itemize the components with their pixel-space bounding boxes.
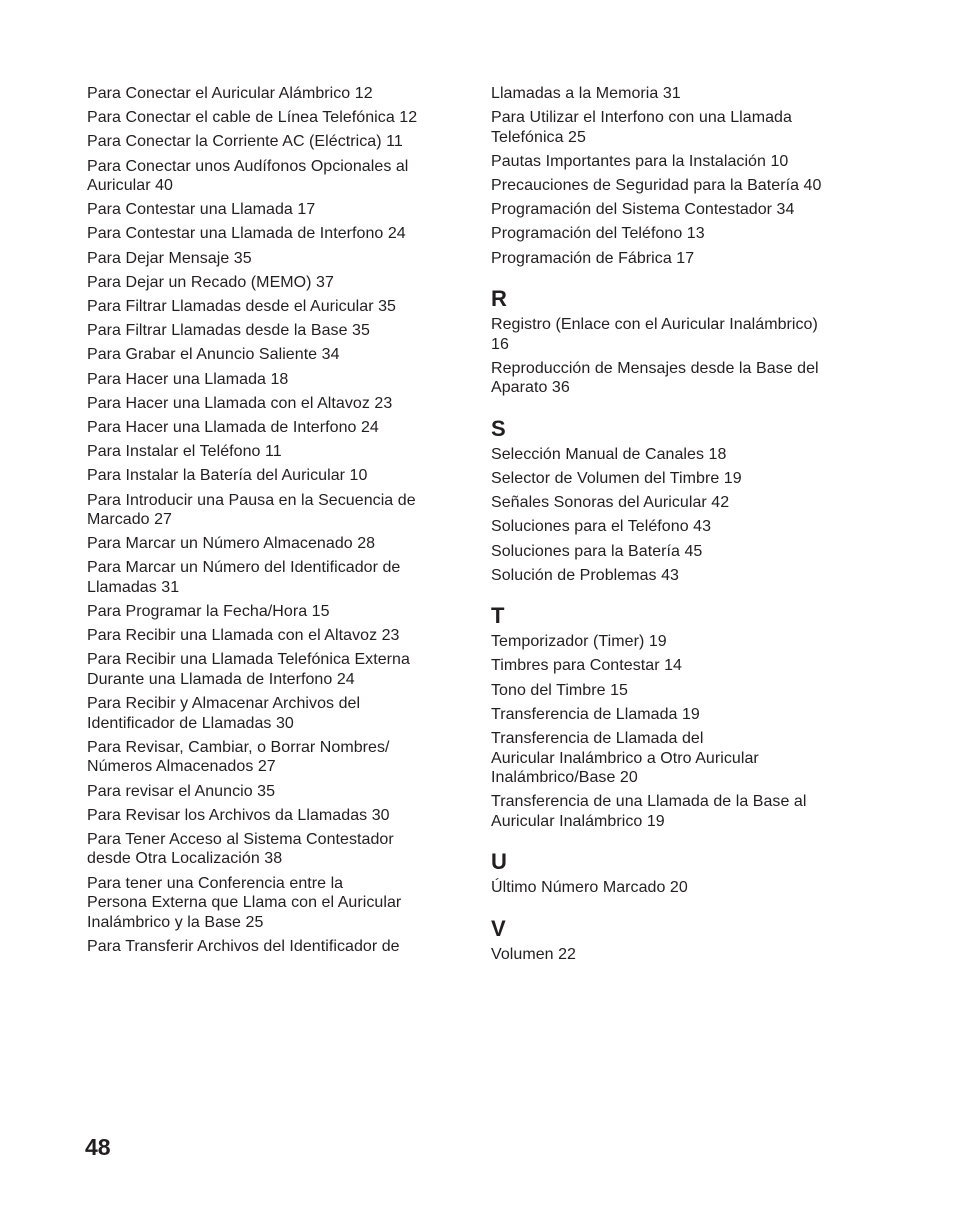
index-entry: Para Transferir Archivos del Identificador de — [87, 937, 400, 955]
index-entry: Para Hacer una Llamada con el Altavoz 23 — [87, 394, 393, 412]
index-entry: Para Grabar el Anuncio Saliente 34 — [87, 346, 340, 364]
index-entry: Pautas Importantes para la Instalación 10 — [491, 152, 789, 170]
index-entry: Para Contestar una Llamada 17 — [87, 201, 316, 219]
index-entry: Para Conectar unos Audífonos Opcionales al Auricular 40 — [87, 157, 409, 195]
section-letter-heading: T — [491, 603, 505, 629]
index-entry: Soluciones para la Batería 45 — [491, 542, 703, 560]
index-section — [491, 915, 891, 965]
index-entry: Programación del Teléfono 13 — [491, 225, 705, 243]
index-entry: Precauciones de Seguridad para la Batería 40 — [491, 177, 822, 195]
continued-entries — [491, 84, 891, 268]
index-entry: Para Filtrar Llamadas desde la Base 35 — [87, 322, 370, 340]
letter-sections — [491, 288, 891, 964]
index-entry: Programación del Sistema Contestador 34 — [491, 201, 795, 219]
index-entry: Para Instalar el Teléfono 11 — [87, 443, 282, 461]
page-number: 48 — [85, 1134, 111, 1160]
index-entry: Para tener una Conferencia entre la Persona Externa que Llama con el Auricular Inalámbrico y la Base 25 — [87, 874, 402, 931]
index-entry: Soluciones para el Teléfono 43 — [491, 518, 712, 536]
index-section — [491, 851, 891, 898]
index-entry: Para Filtrar Llamadas desde el Auricular 35 — [87, 298, 396, 315]
index-entry: Para Marcar un Número Almacenado 28 — [87, 535, 376, 553]
index-entry: Para Recibir una Llamada con el Altavoz 23 — [87, 627, 400, 645]
index-entry: Último Número Marcado 20 — [491, 879, 688, 897]
index-entry: Transferencia de Llamada 19 — [491, 705, 700, 723]
index-entry: Para Dejar un Recado (MEMO) 37 — [87, 273, 334, 291]
index-entry: Para Utilizar el Interfono con una Llamada Telefónica 25 — [491, 109, 792, 146]
index-entry: Llamadas a la Memoria 31 — [491, 85, 681, 102]
index-left-column — [87, 84, 467, 961]
index-entry: Temporizador (Timer) 19 — [491, 633, 667, 651]
index-section — [491, 288, 891, 398]
index-entry: Para Tener Acceso al Sistema Contestador desde Otra Localización 38 — [87, 830, 394, 868]
index-entry: Volumen 22 — [491, 945, 577, 963]
index-entry: Para Recibir y Almacenar Archivos del Identificador de Llamadas 30 — [87, 695, 361, 732]
index-entry: Programación de Fábrica 17 — [491, 249, 695, 267]
index-section — [491, 605, 891, 831]
index-entry: Transferencia de una Llamada de la Base al Auricular Inalámbrico 19 — [491, 793, 807, 830]
index-entry: Señales Sonoras del Auricular 42 — [491, 494, 730, 512]
index-right-column — [491, 84, 891, 969]
section-letter-heading: V — [491, 915, 506, 941]
index-entry: Para Introducir una Pausa en la Secuencia de Marcado 27 — [87, 491, 416, 528]
index-entry: Para Conectar la Corriente AC (Eléctrica) 11 — [87, 133, 403, 151]
index-entry: Para Revisar, Cambiar, o Borrar Nombres/ Números Almacenados 27 — [87, 738, 390, 776]
index-section — [491, 415, 891, 585]
index-entry: Transferencia de Llamada del Auricular Inalámbrico a Otro Auricular Inalámbrico/Base 20 — [491, 730, 759, 786]
section-letter-heading: R — [491, 286, 507, 312]
index-entry: Solución de Problemas 43 — [491, 566, 679, 584]
index-entry: Para Revisar los Archivos da Llamadas 30 — [87, 806, 390, 824]
index-entry: Selector de Volumen del Timbre 19 — [491, 470, 742, 487]
index-entry: Registro (Enlace con el Auricular Inalámbrico) 16 — [491, 316, 818, 353]
index-entry: Para Recibir una Llamada Telefónica Externa Durante una Llamada de Interfono 24 — [87, 651, 410, 688]
section-letter-heading: U — [491, 849, 507, 875]
index-entry: Reproducción de Mensajes desde la Base del Aparato 36 — [491, 359, 819, 397]
index-entry: Para revisar el Anuncio 35 — [87, 782, 276, 800]
index-entry: Timbres para Contestar 14 — [491, 657, 682, 675]
index-entry: Para Marcar un Número del Identificador de Llamadas 31 — [87, 559, 401, 596]
index-entry: Tono del Timbre 15 — [491, 681, 628, 699]
index-entry: Selección Manual de Canales 18 — [491, 445, 727, 463]
index-entry: Para Contestar una Llamada de Interfono 24 — [87, 225, 406, 243]
index-entry: Para Programar la Fecha/Hora 15 — [87, 603, 330, 621]
index-entry: Para Hacer una Llamada 18 — [87, 370, 289, 388]
index-entry: Para Conectar el Auricular Alámbrico 12 — [87, 85, 373, 102]
section-letter-heading: S — [491, 415, 506, 441]
index-entry: Para Instalar la Batería del Auricular 10 — [87, 467, 368, 485]
index-entry: Para Conectar el cable de Línea Telefónica 12 — [87, 109, 418, 127]
index-entry: Para Hacer una Llamada de Interfono 24 — [87, 418, 379, 436]
index-entry: Para Dejar Mensaje 35 — [87, 249, 252, 267]
